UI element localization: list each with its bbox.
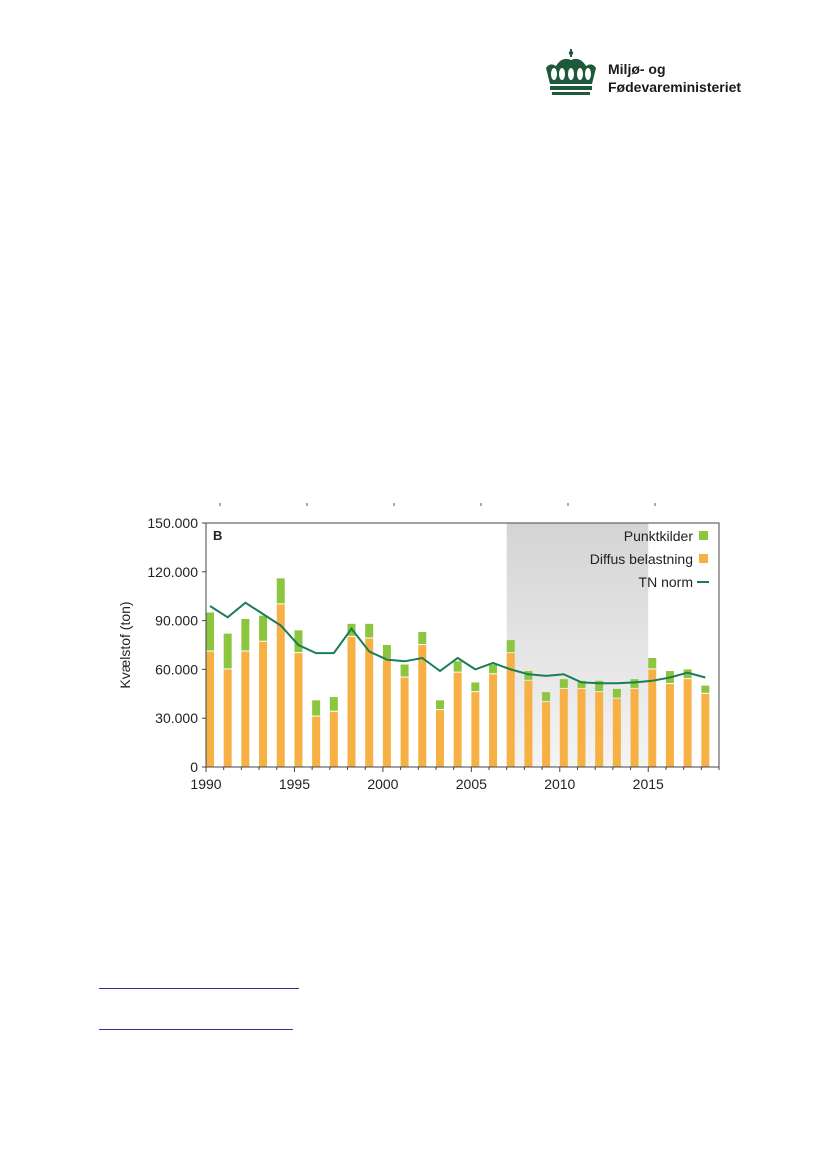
y-tick-label: 120.000 — [147, 563, 198, 580]
crown-window — [559, 68, 565, 80]
bar-diffus-2003 — [436, 710, 444, 767]
bar-diffus-2018 — [701, 694, 709, 767]
bar-diffus-2005 — [471, 692, 479, 767]
bar-diffus-2015 — [648, 669, 656, 767]
bar-diffus-2004 — [454, 673, 462, 767]
bar-punktkilder-2002 — [418, 632, 426, 644]
top-tick-marks — [220, 503, 655, 506]
bar-diffus-1991 — [224, 669, 232, 767]
bar-diffus-2001 — [401, 678, 409, 767]
bar-punktkilder-2005 — [471, 682, 479, 691]
legend-label: Punktkilder — [623, 528, 693, 544]
bar-diffus-2012 — [595, 692, 603, 767]
crown-window — [577, 68, 583, 80]
crown-window — [568, 68, 574, 80]
x-tick-label: 2015 — [632, 776, 664, 792]
bar-diffus-1996 — [312, 717, 320, 767]
crown-window — [551, 68, 557, 80]
legend-swatch — [699, 531, 708, 540]
bar-diffus-2011 — [577, 689, 585, 767]
bar-punktkilder-2018 — [701, 686, 709, 693]
y-tick-label: 90.000 — [155, 612, 198, 629]
bar-diffus-1992 — [241, 652, 249, 767]
nitrogen-load-chart — [110, 495, 730, 795]
bar-punktkilder-2009 — [542, 692, 550, 701]
bar-punktkilder-1994 — [277, 578, 285, 603]
bar-punktkilder-2006 — [489, 665, 497, 674]
bar-punktkilder-2015 — [648, 658, 656, 668]
bar-punktkilder-2014 — [631, 679, 639, 688]
crown-base — [552, 92, 590, 95]
bar-diffus-2010 — [560, 689, 568, 767]
bar-diffus-2006 — [489, 674, 497, 767]
bar-punktkilder-1999 — [365, 624, 373, 638]
bar-punktkilder-2003 — [436, 700, 444, 709]
bar-punktkilder-1993 — [259, 616, 267, 641]
bar-diffus-2017 — [684, 679, 692, 767]
bar-diffus-2008 — [524, 681, 532, 767]
legend-label: Diffus belastning — [589, 551, 693, 567]
bar-diffus-1998 — [348, 637, 356, 767]
bar-punktkilder-2007 — [507, 640, 515, 652]
bar-diffus-1999 — [365, 638, 373, 767]
crown-cross-bar — [570, 49, 572, 57]
y-axis — [147, 515, 206, 775]
crown-icon — [540, 48, 602, 100]
legend-swatch — [699, 554, 708, 563]
ministry-logo — [540, 48, 770, 100]
y-tick-label: 60.000 — [155, 661, 198, 678]
ministry-name-line2: Fødevareministeriet — [608, 79, 742, 95]
crown-window — [585, 68, 591, 80]
bar-diffus-1997 — [330, 712, 338, 767]
crown-band — [550, 86, 592, 90]
x-tick-label: 1990 — [190, 776, 222, 792]
bar-diffus-1990 — [206, 652, 214, 767]
x-tick-label: 1995 — [278, 776, 311, 792]
x-tick-label: 2000 — [367, 776, 399, 792]
bar-diffus-2013 — [613, 699, 621, 767]
bar-punktkilder-2004 — [454, 661, 462, 671]
y-axis-label: Kvælstof (ton) — [117, 601, 133, 689]
footnote-rule-1 — [99, 988, 299, 989]
ministry-name — [608, 60, 741, 96]
x-axis — [190, 767, 719, 792]
bar-punktkilder-2010 — [560, 679, 568, 688]
y-tick-label: 30.000 — [155, 710, 198, 727]
bar-diffus-1995 — [294, 653, 302, 767]
bar-diffus-2000 — [383, 660, 391, 767]
y-tick-label: 150.000 — [147, 515, 198, 531]
footnote-rule-2 — [99, 1029, 293, 1030]
y-tick-label: 0 — [190, 759, 198, 775]
bar-punktkilder-2001 — [401, 665, 409, 677]
bar-punktkilder-1992 — [241, 619, 249, 651]
x-tick-label: 2005 — [455, 776, 487, 792]
bar-punktkilder-2000 — [383, 645, 391, 659]
panel-label: B — [213, 528, 223, 543]
bar-diffus-2002 — [418, 645, 426, 767]
bar-punktkilder-1996 — [312, 700, 320, 715]
bar-diffus-2016 — [666, 684, 674, 767]
bar-punktkilder-1990 — [206, 612, 214, 650]
legend-label: TN norm — [638, 574, 693, 590]
bar-diffus-1993 — [259, 642, 267, 767]
ministry-name-line1: Miljø- og — [608, 61, 666, 77]
bar-punktkilder-1991 — [224, 634, 232, 669]
bar-punktkilder-1997 — [330, 697, 338, 711]
bar-diffus-2014 — [631, 689, 639, 767]
bar-punktkilder-2013 — [613, 689, 621, 698]
bar-diffus-2009 — [542, 702, 550, 767]
x-tick-label: 2010 — [544, 776, 576, 792]
